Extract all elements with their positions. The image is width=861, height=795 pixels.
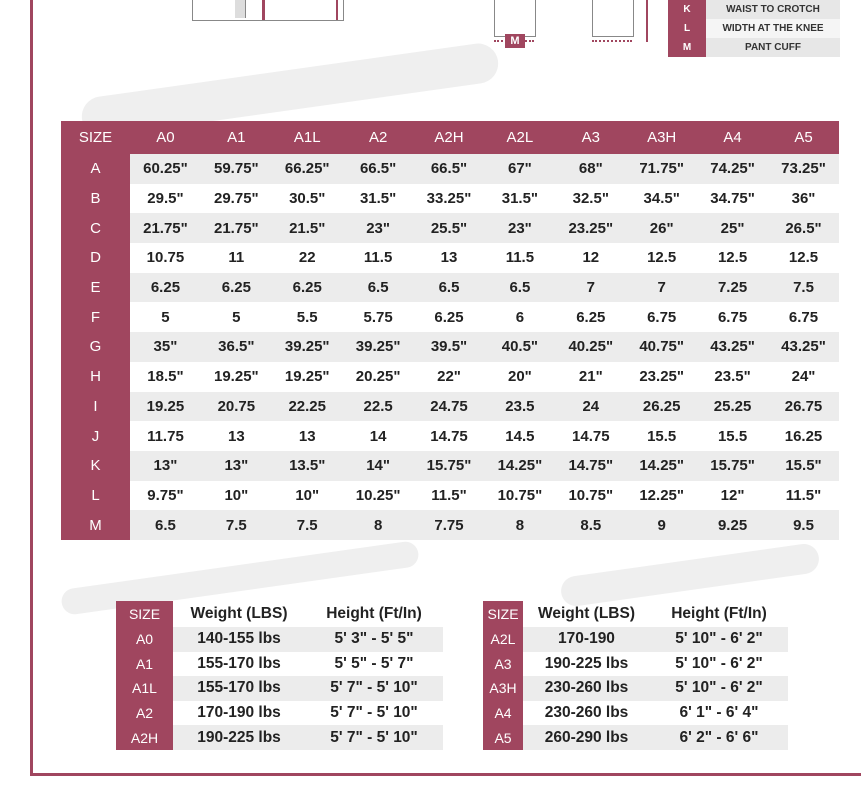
weight-cell: 190-225 lbs	[523, 652, 650, 677]
measurement-cell: 12.5	[697, 243, 768, 273]
height-header: Height (Ft/In)	[671, 605, 767, 622]
measurement-cell: 6.75	[626, 302, 697, 332]
measurement-cell: 40.5"	[484, 332, 555, 362]
measurement-cell: 36.5"	[201, 332, 272, 362]
measurement-cell: 6.5	[414, 273, 485, 303]
table-row	[61, 421, 839, 451]
measurement-cell: 5	[130, 302, 201, 332]
measurement-cell: 59.75"	[201, 154, 272, 184]
measurement-cell: 34.75"	[697, 184, 768, 214]
frame-border-left	[30, 0, 33, 776]
size-cell: A2L	[483, 627, 523, 652]
measurement-cell: 18.5"	[130, 362, 201, 392]
table-row	[61, 184, 839, 214]
size-column-header: A3H	[626, 121, 697, 154]
measurement-cell: 23.5"	[697, 362, 768, 392]
legend-letter: K	[668, 0, 706, 19]
measurement-cell: 11.5"	[414, 481, 485, 511]
table-row	[483, 676, 788, 701]
measurement-cell: 20"	[484, 362, 555, 392]
pant-cuff-marker: M	[505, 34, 525, 48]
size-column-header: A1L	[272, 121, 343, 154]
measurement-cell: 5.75	[343, 302, 414, 332]
measurement-cell: 13"	[201, 451, 272, 481]
measurement-cell: 15.75"	[414, 451, 485, 481]
weight-cell: 155-170 lbs	[173, 652, 305, 677]
legend-row	[668, 0, 840, 19]
measurement-cell: 6.25	[555, 302, 626, 332]
height-cell: 5' 3" - 5' 5"	[305, 627, 443, 652]
measurement-cell: 39.25"	[343, 332, 414, 362]
measurement-cell: 29.75"	[201, 184, 272, 214]
height-header: Height (Ft/In)	[326, 605, 422, 622]
measurement-cell: 26.75	[768, 392, 839, 422]
legend-text: WAIST TO CROTCH	[706, 0, 840, 19]
measurement-cell: 22"	[414, 362, 485, 392]
measurement-cell: 14.75	[414, 421, 485, 451]
table-row	[483, 701, 788, 726]
measurement-cell: 24	[555, 392, 626, 422]
measurement-cell: 26.5"	[768, 213, 839, 243]
measurement-cell: 14	[343, 421, 414, 451]
measurement-cell: 13	[414, 243, 485, 273]
measurement-cell: 11.5	[343, 243, 414, 273]
measurement-cell: 5.5	[272, 302, 343, 332]
jacket-drawing	[192, 0, 344, 21]
measurement-letter: I	[61, 392, 130, 422]
measurement-cell: 12.5	[768, 243, 839, 273]
measurement-cell: 19.25	[130, 392, 201, 422]
measurement-cell: 33.25"	[414, 184, 485, 214]
size-column-header: A4	[697, 121, 768, 154]
size-guide-table-right	[483, 601, 788, 750]
measurement-cell: 7.25	[697, 273, 768, 303]
weight-cell: 230-260 lbs	[523, 676, 650, 701]
measurement-cell: 66.5"	[343, 154, 414, 184]
measurement-cell: 7	[626, 273, 697, 303]
measurement-cell: 26.25	[626, 392, 697, 422]
measurement-cell: 40.75"	[626, 332, 697, 362]
measurement-cell: 14.75	[555, 421, 626, 451]
height-cell: 5' 10" - 6' 2"	[650, 652, 788, 677]
measurement-cell: 14.75"	[555, 451, 626, 481]
height-cell: 6' 2" - 6' 6"	[650, 725, 788, 750]
table-row	[61, 213, 839, 243]
measurement-cell: 10.75"	[484, 481, 555, 511]
measurement-cell: 7	[555, 273, 626, 303]
measurement-cell: 74.25"	[697, 154, 768, 184]
measurement-cell: 12.5	[626, 243, 697, 273]
measurement-cell: 13.5"	[272, 451, 343, 481]
measurement-cell: 5	[201, 302, 272, 332]
measurement-cell: 12"	[697, 481, 768, 511]
measurement-cell: 16.25	[768, 421, 839, 451]
measurement-cell: 43.25"	[697, 332, 768, 362]
measurement-cell: 14.25"	[484, 451, 555, 481]
size-cell: A1L	[116, 676, 173, 701]
measurement-cell: 23"	[484, 213, 555, 243]
legend-row	[668, 19, 840, 38]
size-cell: A2H	[116, 725, 173, 750]
measurement-letter: G	[61, 332, 130, 362]
measurement-cell: 21"	[555, 362, 626, 392]
measurement-cell: 10.25"	[343, 481, 414, 511]
measurement-cell: 10"	[272, 481, 343, 511]
weight-cell: 140-155 lbs	[173, 627, 305, 652]
weight-cell: 155-170 lbs	[173, 676, 305, 701]
measurement-cell: 66.5"	[414, 154, 485, 184]
measurement-cell: 11.5	[484, 243, 555, 273]
weight-header: Weight (LBS)	[190, 605, 288, 622]
measurement-cell: 21.75"	[201, 213, 272, 243]
measurement-cell: 12	[555, 243, 626, 273]
measurement-cell: 35"	[130, 332, 201, 362]
measurement-cell: 39.25"	[272, 332, 343, 362]
measurement-cell: 8	[343, 510, 414, 540]
size-column-header: A3	[555, 121, 626, 154]
measurement-letter: C	[61, 213, 130, 243]
measurement-cell: 43.25"	[768, 332, 839, 362]
weight-cell: 260-290 lbs	[523, 725, 650, 750]
measurement-cell: 12.25"	[626, 481, 697, 511]
measurement-cell: 9.25	[697, 510, 768, 540]
measurement-cell: 22	[272, 243, 343, 273]
measurement-cell: 7.5	[272, 510, 343, 540]
measurement-cell: 32.5"	[555, 184, 626, 214]
table-row	[61, 154, 839, 184]
measurement-cell: 73.25"	[768, 154, 839, 184]
measurement-cell: 9	[626, 510, 697, 540]
weight-header: Weight (LBS)	[537, 605, 635, 622]
height-cell: 5' 7" - 5' 10"	[305, 725, 443, 750]
measurement-cell: 60.25"	[130, 154, 201, 184]
measurement-letter: L	[61, 481, 130, 511]
table-row	[61, 510, 839, 540]
jacket-measure-marker	[262, 0, 265, 20]
measurement-cell: 36"	[768, 184, 839, 214]
measurement-cell: 25"	[697, 213, 768, 243]
measurement-cell: 25.25	[697, 392, 768, 422]
measurement-cell: 22.25	[272, 392, 343, 422]
measurement-cell: 13	[201, 421, 272, 451]
size-cell: A1	[116, 652, 173, 677]
measurement-cell: 30.5"	[272, 184, 343, 214]
measurement-cell: 13"	[130, 451, 201, 481]
table-row	[61, 481, 839, 511]
legend-row	[668, 38, 840, 57]
size-cell: A4	[483, 701, 523, 726]
measurement-legend	[668, 0, 840, 57]
legend-letter: L	[668, 19, 706, 38]
size-cell: A0	[116, 627, 173, 652]
size-header: SIZE	[116, 601, 173, 627]
measurement-letter: M	[61, 510, 130, 540]
measurement-cell: 21.75"	[130, 213, 201, 243]
measurement-cell: 66.25"	[272, 154, 343, 184]
measurement-cell: 7.5	[768, 273, 839, 303]
size-cell: A3	[483, 652, 523, 677]
table-row	[61, 362, 839, 392]
table-row	[116, 725, 443, 750]
background-brush-stroke	[559, 542, 821, 608]
measurement-cell: 10"	[201, 481, 272, 511]
measurement-letter: J	[61, 421, 130, 451]
height-cell: 5' 7" - 5' 10"	[305, 701, 443, 726]
measurement-letter: H	[61, 362, 130, 392]
size-column-header: A2H	[414, 121, 485, 154]
measurement-cell: 21.5"	[272, 213, 343, 243]
legend-text: PANT CUFF	[706, 38, 840, 57]
measurement-cell: 15.75"	[697, 451, 768, 481]
measurement-cell: 71.75"	[626, 154, 697, 184]
table-row	[116, 652, 443, 677]
measurement-cell: 6.25	[130, 273, 201, 303]
measurement-cell: 10.75"	[555, 481, 626, 511]
legend-text: WIDTH AT THE KNEE	[706, 19, 840, 38]
table-row	[483, 725, 788, 750]
measurement-cell: 6.25	[201, 273, 272, 303]
measurement-cell: 26"	[626, 213, 697, 243]
table-row	[61, 302, 839, 332]
measurement-cell: 11.75	[130, 421, 201, 451]
size-column-header: A2	[343, 121, 414, 154]
table-row	[483, 627, 788, 652]
frame-border-bottom	[30, 773, 861, 776]
measurement-cell: 6.5	[130, 510, 201, 540]
measurement-cell: 9.5	[768, 510, 839, 540]
table-row	[61, 332, 839, 362]
measurement-cell: 14.5	[484, 421, 555, 451]
size-column-header: A5	[768, 121, 839, 154]
height-cell: 5' 5" - 5' 7"	[305, 652, 443, 677]
table-row	[61, 243, 839, 273]
measurement-cell: 39.5"	[414, 332, 485, 362]
size-column-header: A2L	[484, 121, 555, 154]
measurement-cell: 6.25	[272, 273, 343, 303]
weight-cell: 230-260 lbs	[523, 701, 650, 726]
table-row	[116, 676, 443, 701]
measurement-cell: 24.75	[414, 392, 485, 422]
measurement-cell: 22.5	[343, 392, 414, 422]
measurement-cell: 23.25"	[626, 362, 697, 392]
measurement-cell: 23.5	[484, 392, 555, 422]
table-row	[61, 392, 839, 422]
measurement-cell: 14.25"	[626, 451, 697, 481]
measurement-cell: 14"	[343, 451, 414, 481]
measurement-cell: 40.25"	[555, 332, 626, 362]
legend-letter: M	[668, 38, 706, 57]
measurement-cell: 24"	[768, 362, 839, 392]
measurement-letter: E	[61, 273, 130, 303]
measurement-table	[61, 121, 839, 540]
measurement-cell: 34.5"	[626, 184, 697, 214]
measurement-cell: 7.5	[201, 510, 272, 540]
table-row	[483, 652, 788, 677]
size-column-header: A0	[130, 121, 201, 154]
size-corner-header: SIZE	[61, 121, 130, 154]
size-header: SIZE	[483, 601, 523, 627]
measurement-cell: 15.5	[626, 421, 697, 451]
height-cell: 5' 7" - 5' 10"	[305, 676, 443, 701]
measurement-cell: 7.75	[414, 510, 485, 540]
measurement-cell: 15.5	[697, 421, 768, 451]
measurement-cell: 68"	[555, 154, 626, 184]
pants-measure-line	[646, 0, 648, 42]
size-cell: A3H	[483, 676, 523, 701]
measurement-cell: 6.75	[697, 302, 768, 332]
height-cell: 5' 10" - 6' 2"	[650, 627, 788, 652]
measurement-cell: 6.5	[484, 273, 555, 303]
measurement-letter: D	[61, 243, 130, 273]
table-row	[116, 627, 443, 652]
measurement-cell: 15.5"	[768, 451, 839, 481]
measurement-cell: 23.25"	[555, 213, 626, 243]
measurement-cell: 19.25"	[201, 362, 272, 392]
weight-cell: 170-190	[523, 627, 650, 652]
measurement-cell: 29.5"	[130, 184, 201, 214]
size-column-header: A1	[201, 121, 272, 154]
measurement-letter: K	[61, 451, 130, 481]
measurement-cell: 31.5"	[343, 184, 414, 214]
measurement-cell: 8	[484, 510, 555, 540]
measurement-cell: 20.25"	[343, 362, 414, 392]
measurement-cell: 31.5"	[484, 184, 555, 214]
measurement-cell: 23"	[343, 213, 414, 243]
measurement-cell: 9.75"	[130, 481, 201, 511]
weight-cell: 170-190 lbs	[173, 701, 305, 726]
measurement-cell: 11	[201, 243, 272, 273]
measurement-cell: 6.75	[768, 302, 839, 332]
measurement-cell: 13	[272, 421, 343, 451]
measurement-cell: 25.5"	[414, 213, 485, 243]
measurement-cell: 11.5"	[768, 481, 839, 511]
size-cell: A5	[483, 725, 523, 750]
measurement-letter: B	[61, 184, 130, 214]
size-guide-table-left	[116, 601, 443, 750]
weight-cell: 190-225 lbs	[173, 725, 305, 750]
measurement-letter: F	[61, 302, 130, 332]
height-cell: 6' 1" - 6' 4"	[650, 701, 788, 726]
height-cell: 5' 10" - 6' 2"	[650, 676, 788, 701]
table-row	[61, 273, 839, 303]
measurement-cell: 6	[484, 302, 555, 332]
measurement-cell: 6.25	[414, 302, 485, 332]
measurement-letter: A	[61, 154, 130, 184]
jacket-measure-bracket	[336, 0, 350, 20]
measurement-cell: 19.25"	[272, 362, 343, 392]
measurement-cell: 67"	[484, 154, 555, 184]
measurement-cell: 8.5	[555, 510, 626, 540]
table-row	[116, 701, 443, 726]
measurement-cell: 6.5	[343, 273, 414, 303]
table-row	[61, 451, 839, 481]
measurement-cell: 10.75	[130, 243, 201, 273]
measurement-cell: 20.75	[201, 392, 272, 422]
size-cell: A2	[116, 701, 173, 726]
